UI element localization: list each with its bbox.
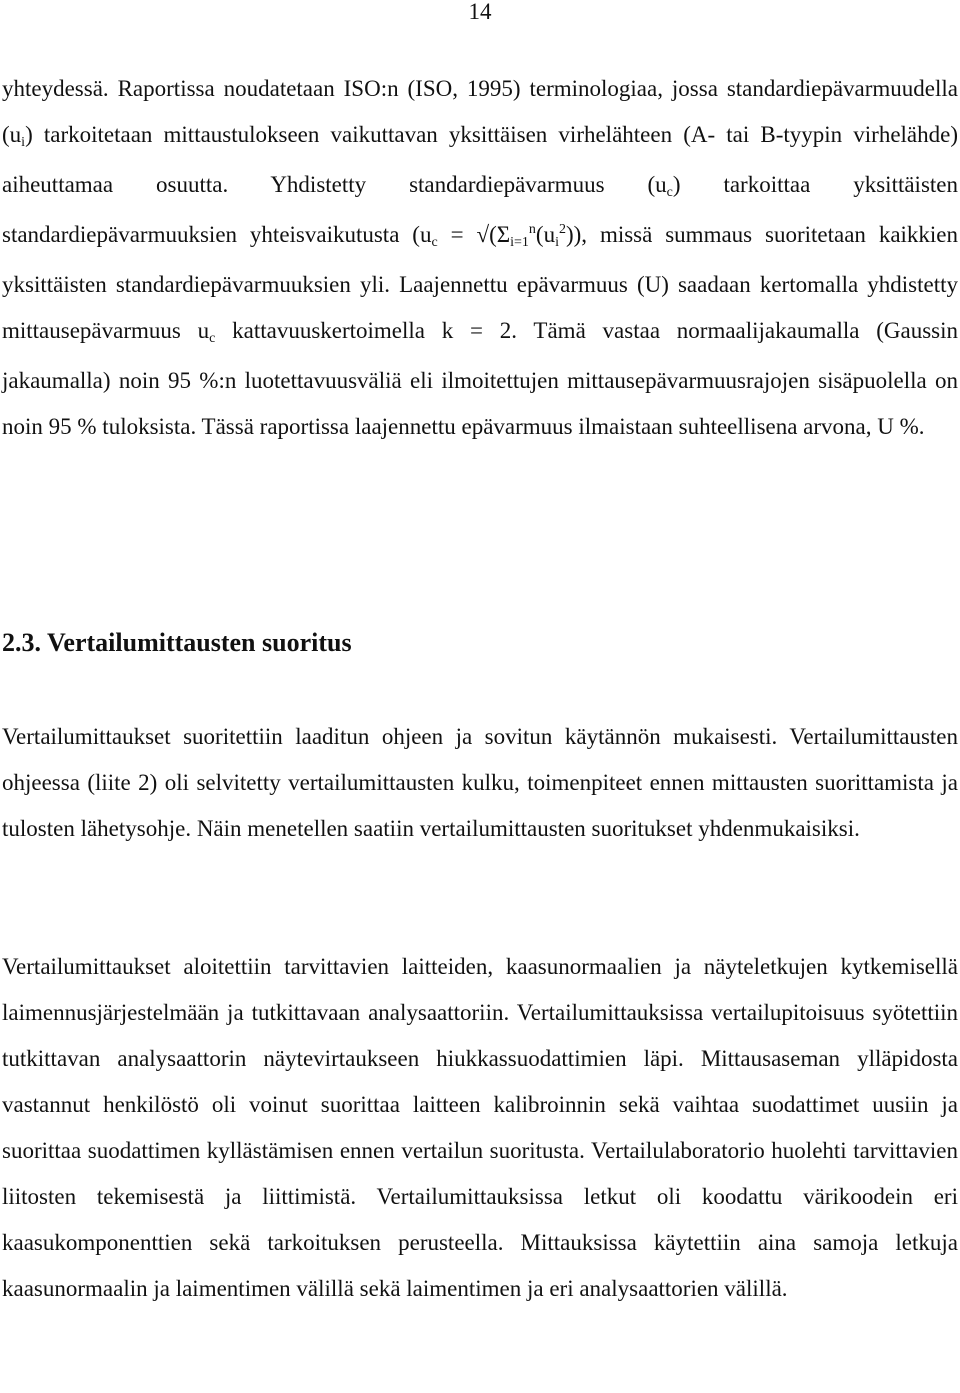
page-number: 14: [468, 0, 492, 24]
paragraph-text: )), missä summaus suoritetaan kaikkien yksittäisten standardiepävarmuuksien yli. Laajennettu epävarmuus (U) saadaan kertomalla yhdistetty mittausepävarmuus u: [2, 222, 959, 343]
formula-root-sum: = √(Σ: [437, 222, 511, 247]
subscript-i: i: [555, 235, 559, 250]
subscript-c: c: [431, 235, 438, 250]
paragraph-uncertainty-definitions: [2, 66, 958, 450]
section-heading: 2.3. Vertailumittausten suoritus: [2, 628, 352, 657]
paragraph-comparison-procedure: Vertailumittaukset aloitettiin tarvittavien laitteiden, kaasunormaalien ja näyteletkujen kytkemisellä laimennusjärjestelmään ja tutkittavaan analysaattoriin. Vertailumittauksissa vertailupitoisuus syötettiin tutkittavan analysaattorin näytevirtaukseen hiukkassuodattimien läpi. Mittausaseman ylläpidosta vastannut henkilöstö oli voinut suorittaa laitteen kalibroinnin sekä vaihtaa suodattimet uusiin ja suorittaa suodattimen kyllästämisen ennen vertailun suoritusta. Vertailulaboratorio huolehti tarvittavien liitosten tekemisestä ja liittimistä. Vertailumittauksissa letkut oli koodattu värikoodein eri kaasukomponenttien sekä tarkoituksen perusteella. Mittauksissa käytettiin aina samoja letkuja kaasunormaalin ja laimentimen välillä sekä laimentimen ja eri analysaattorien välillä.: [2, 954, 958, 1301]
subscript-c: c: [209, 331, 216, 346]
superscript-2: 2: [558, 222, 566, 237]
paragraph-comparison-instructions: Vertailumittaukset suoritettiin laaditun ohjeen ja sovitun käytännön mukaisesti. Vertailumittausten ohjeessa (liite 2) oli selvitetty vertailumittausten kulku, toimenpiteet ennen mittausten suorittamista ja tulosten lähetysohje. Näin menetellen saatiin vertailumittausten suoritukset yhdenmukaisiksi.: [2, 724, 958, 841]
paragraph-text: ) tarkoitetaan mittaustulokseen vaikuttavan yksittäisen virhelähteen (A- tai B-tyypin virhelähde) aiheuttamaa osuutta. Yhdistetty standardiepävarmuus (u: [2, 122, 958, 197]
subscript-i: i: [21, 135, 26, 150]
paragraph-text: kattavuuskertoimella k = 2. Tämä vastaa normaalijakaumalla (Gaussin jakaumalla) noin 95 %:n luotettavuusväliä eli ilmoitettujen mittausepävarmuusrajojen sisäpuolella on noin 95 % tuloksista. Tässä raportissa laajennettu epävarmuus ilmaistaan suhteellisena arvona, U %.: [2, 318, 958, 439]
subscript-sum-index: i=1: [510, 235, 529, 250]
superscript-n: n: [528, 222, 536, 237]
paragraph-text: ) tarkoittaa yksittäisten standardiepävarmuuksien yhteisvaikutusta (u: [2, 172, 958, 247]
subscript-c: c: [666, 185, 673, 200]
paragraph-text: yhteydessä. Raportissa noudatetaan ISO:n (ISO, 1995) terminologiaa, jossa standardiepävarmuudella (u: [2, 76, 958, 147]
formula-term: (u: [535, 222, 556, 247]
